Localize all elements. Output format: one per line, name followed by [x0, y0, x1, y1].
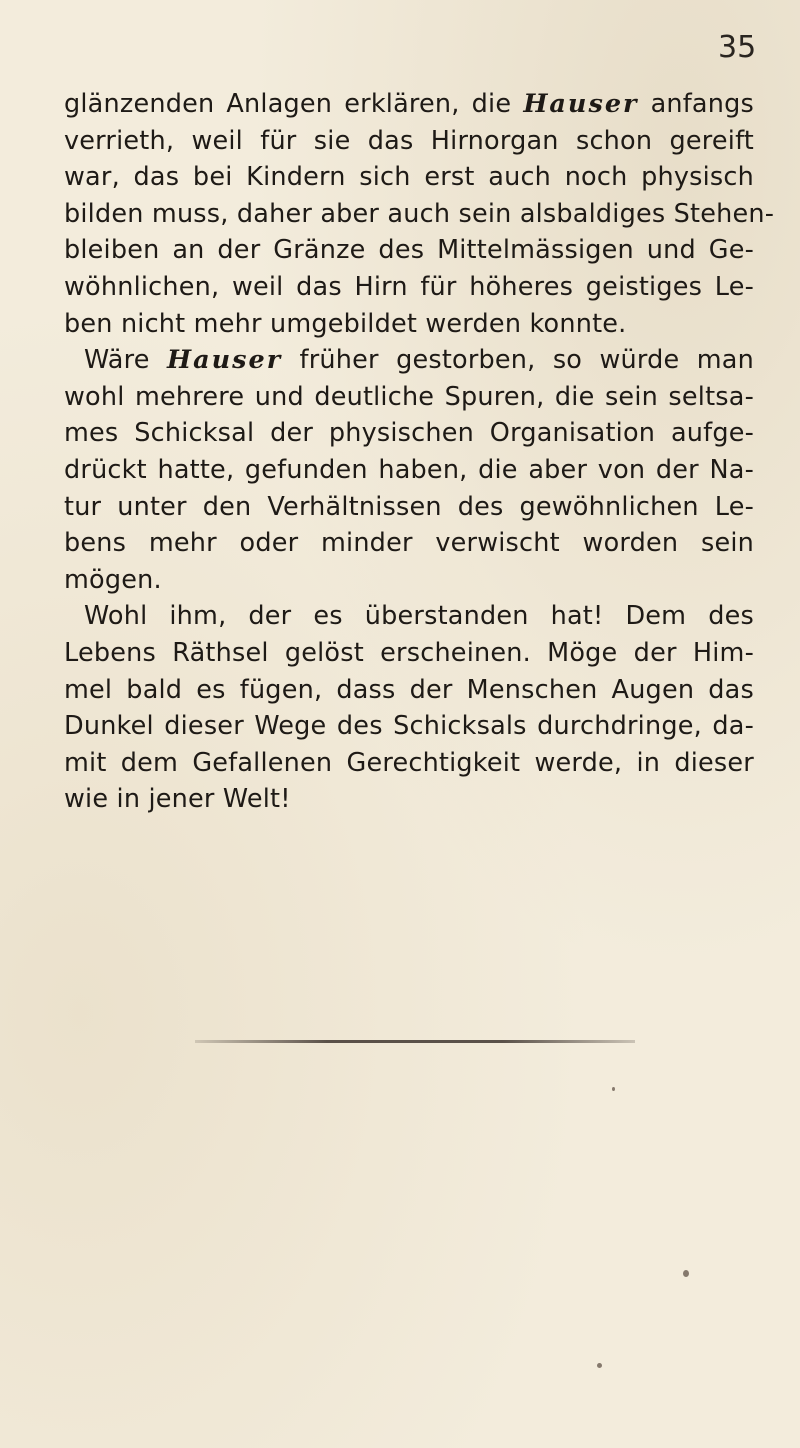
text-line: [64, 123, 754, 160]
text-line: [64, 196, 775, 233]
text-run: bleiben an der Gränze des Mittelmässigen und Ge-: [64, 235, 754, 266]
text-run: bens mehr oder minder verwischt worden sein: [64, 528, 754, 559]
page-number: 35: [718, 30, 757, 65]
text-line: [64, 672, 754, 709]
text-run: wohl mehrere und deutliche Spuren, die sein seltsa-: [64, 381, 754, 412]
text-run: verrieth, weil für sie das Hirnorgan schon gereift: [64, 125, 754, 156]
text-run: wöhnlichen, weil das Hirn für höheres geistiges Le-: [64, 271, 754, 302]
text-run: früher gestorben, so würde man: [282, 345, 754, 376]
text-line: [64, 525, 754, 562]
text-run: Wäre: [84, 345, 167, 376]
text-run: mes Schicksal der physischen Organisation aufge-: [64, 418, 754, 449]
text-line: [64, 708, 754, 745]
text-line: [64, 598, 754, 635]
text-line: [64, 635, 754, 672]
text-line: [64, 562, 754, 599]
body-text: [64, 86, 775, 818]
text-line: [64, 489, 754, 526]
text-line: [64, 781, 754, 818]
paper-speck: [683, 1270, 689, 1277]
text-run: anfangs: [638, 89, 754, 119]
text-run: wie in jener Welt!: [64, 784, 291, 815]
text-line: [64, 159, 754, 196]
paper-speck: [597, 1363, 602, 1368]
text-line: [64, 342, 754, 379]
text-run: Wohl ihm, der es überstanden hat! Dem des: [84, 601, 754, 632]
emphasized-name: Hauser: [167, 345, 283, 376]
text-run: Dunkel dieser Wege des Schicksals durchdringe, da-: [64, 711, 754, 742]
text-line: [64, 86, 754, 123]
emphasized-name: Hauser: [523, 89, 639, 119]
text-line: [64, 415, 754, 452]
text-run: drückt hatte, gefunden haben, die aber von der Na-: [64, 454, 754, 485]
text-run: mit dem Gefallenen Gerechtigkeit werde, in dieser: [64, 747, 754, 778]
paper-speck: [612, 1087, 615, 1091]
text-run: mel bald es fügen, dass der Menschen Augen das: [64, 674, 754, 705]
text-line: [64, 269, 754, 306]
text-run: ben nicht mehr umgebildet werden konnte.: [64, 308, 627, 339]
text-line: [64, 306, 754, 343]
text-run: Lebens Räthsel gelöst erscheinen. Möge der Him-: [64, 637, 754, 668]
text-run: war, das bei Kindern sich erst auch noch physisch: [64, 162, 754, 193]
text-line: [64, 452, 754, 489]
text-run: bilden muss, daher aber auch sein alsbaldiges Stehen-: [64, 198, 775, 229]
text-run: glänzenden Anlagen erklären, die: [64, 89, 524, 119]
text-run: mögen.: [64, 564, 162, 595]
text-run: tur unter den Verhältnissen des gewöhnlichen Le-: [64, 491, 754, 522]
text-line: [64, 745, 754, 782]
section-rule: [195, 1040, 635, 1043]
text-line: [64, 232, 754, 269]
text-line: [64, 379, 754, 416]
